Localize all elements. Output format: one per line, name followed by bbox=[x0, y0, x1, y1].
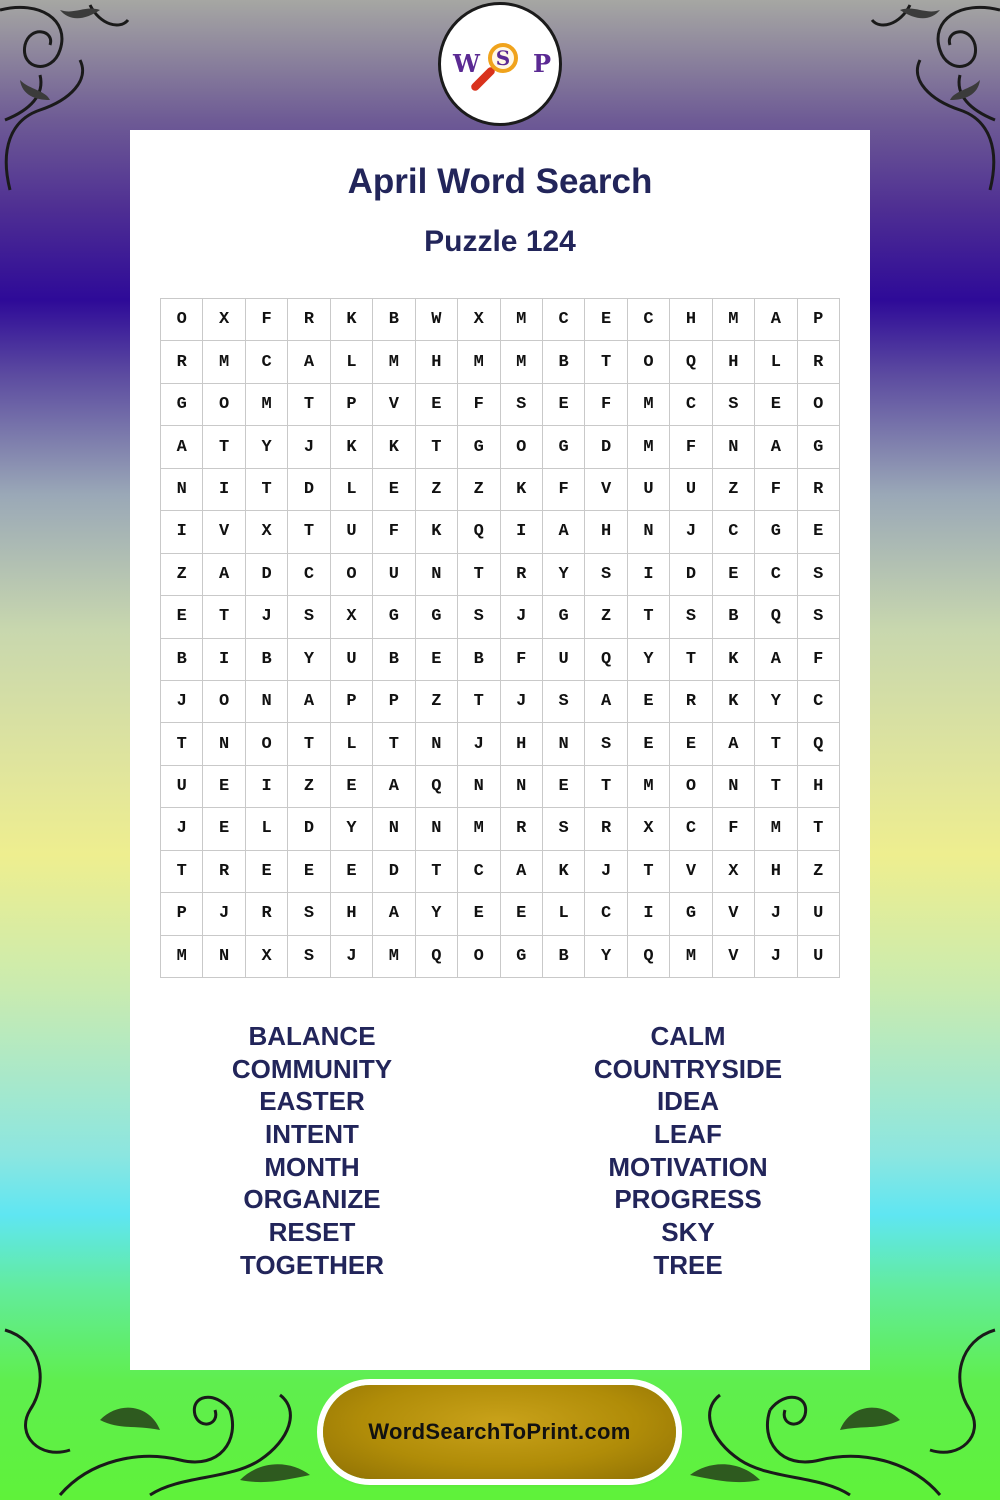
grid-cell[interactable]: N bbox=[373, 808, 415, 850]
grid-cell[interactable]: G bbox=[543, 426, 585, 468]
letter-grid bbox=[160, 298, 840, 978]
grid-cell[interactable]: Y bbox=[585, 936, 627, 978]
grid-cell[interactable]: G bbox=[755, 511, 797, 553]
word-list-right bbox=[523, 1020, 853, 1282]
grid-cell[interactable]: Q bbox=[755, 596, 797, 638]
grid-cell[interactable]: R bbox=[203, 851, 245, 893]
grid-cell[interactable]: U bbox=[670, 469, 712, 511]
word-list-item: SKY bbox=[661, 1217, 715, 1248]
grid-cell[interactable]: H bbox=[713, 341, 755, 383]
grid-cell[interactable]: R bbox=[501, 808, 543, 850]
grid-cell[interactable]: T bbox=[585, 766, 627, 808]
grid-cell[interactable]: Z bbox=[585, 596, 627, 638]
grid-cell[interactable]: T bbox=[288, 384, 330, 426]
word-list-item: MONTH bbox=[264, 1151, 360, 1182]
grid-cell[interactable]: Y bbox=[755, 681, 797, 723]
grid-cell[interactable]: G bbox=[501, 936, 543, 978]
grid-cell[interactable]: R bbox=[288, 299, 330, 341]
grid-cell[interactable]: C bbox=[670, 808, 712, 850]
grid-cell[interactable]: E bbox=[798, 511, 840, 553]
grid-cell[interactable]: N bbox=[416, 554, 458, 596]
grid-cell[interactable]: K bbox=[331, 299, 373, 341]
grid-cell[interactable]: M bbox=[713, 299, 755, 341]
grid-cell[interactable]: C bbox=[246, 341, 288, 383]
grid-cell[interactable]: A bbox=[373, 766, 415, 808]
logo-letter-p: P bbox=[533, 49, 552, 78]
grid-cell[interactable]: I bbox=[628, 893, 670, 935]
grid-cell[interactable]: T bbox=[161, 723, 203, 765]
grid-cell[interactable]: S bbox=[288, 893, 330, 935]
grid-cell[interactable]: F bbox=[501, 639, 543, 681]
grid-cell[interactable]: U bbox=[331, 511, 373, 553]
grid-cell[interactable]: S bbox=[288, 596, 330, 638]
grid-cell[interactable]: S bbox=[288, 936, 330, 978]
word-list-item: LEAF bbox=[654, 1119, 722, 1150]
grid-cell[interactable]: Z bbox=[458, 469, 500, 511]
grid-cell[interactable]: Q bbox=[458, 511, 500, 553]
grid-cell[interactable]: K bbox=[543, 851, 585, 893]
grid-cell[interactable]: C bbox=[288, 554, 330, 596]
grid-cell[interactable]: T bbox=[203, 596, 245, 638]
grid-cell[interactable]: W bbox=[416, 299, 458, 341]
grid-cell[interactable]: M bbox=[670, 936, 712, 978]
grid-cell[interactable]: F bbox=[373, 511, 415, 553]
grid-cell[interactable]: O bbox=[203, 384, 245, 426]
grid-cell[interactable]: I bbox=[203, 469, 245, 511]
grid-cell[interactable]: F bbox=[670, 426, 712, 468]
grid-cell[interactable]: O bbox=[458, 936, 500, 978]
grid-cell[interactable]: E bbox=[628, 723, 670, 765]
word-list-item: PROGRESS bbox=[614, 1184, 762, 1215]
word-list-item: RESET bbox=[268, 1217, 356, 1248]
grid-cell[interactable]: B bbox=[161, 639, 203, 681]
grid-cell[interactable]: E bbox=[628, 681, 670, 723]
grid-cell[interactable]: E bbox=[416, 639, 458, 681]
grid-cell[interactable]: E bbox=[755, 384, 797, 426]
grid-cell[interactable]: Q bbox=[585, 639, 627, 681]
grid-cell[interactable]: T bbox=[416, 426, 458, 468]
grid-cell[interactable]: N bbox=[161, 469, 203, 511]
grid-cell[interactable]: S bbox=[543, 808, 585, 850]
word-list-item: IDEA bbox=[656, 1086, 720, 1117]
grid-cell[interactable]: U bbox=[161, 766, 203, 808]
grid-cell[interactable]: N bbox=[416, 808, 458, 850]
grid-cell[interactable]: D bbox=[670, 554, 712, 596]
grid-cell[interactable]: N bbox=[628, 511, 670, 553]
grid-cell[interactable]: T bbox=[798, 808, 840, 850]
grid-cell[interactable]: T bbox=[416, 851, 458, 893]
word-list-item: EASTER bbox=[259, 1086, 365, 1117]
ornament-top-left bbox=[0, 0, 130, 200]
grid-cell[interactable]: M bbox=[203, 341, 245, 383]
grid-cell[interactable]: S bbox=[798, 554, 840, 596]
grid-cell[interactable]: T bbox=[755, 766, 797, 808]
grid-cell[interactable]: A bbox=[755, 299, 797, 341]
grid-cell[interactable]: Z bbox=[161, 554, 203, 596]
grid-cell[interactable]: Q bbox=[798, 723, 840, 765]
grid-cell[interactable]: T bbox=[585, 341, 627, 383]
grid-cell[interactable]: U bbox=[373, 554, 415, 596]
grid-cell[interactable]: R bbox=[670, 681, 712, 723]
grid-cell[interactable]: M bbox=[246, 384, 288, 426]
grid-cell[interactable]: X bbox=[628, 808, 670, 850]
grid-cell[interactable]: E bbox=[501, 893, 543, 935]
grid-cell[interactable]: C bbox=[755, 554, 797, 596]
grid-cell[interactable]: K bbox=[501, 469, 543, 511]
grid-cell[interactable]: T bbox=[628, 851, 670, 893]
grid-cell[interactable]: V bbox=[713, 936, 755, 978]
grid-cell[interactable]: M bbox=[628, 766, 670, 808]
grid-cell[interactable]: E bbox=[161, 596, 203, 638]
word-list-item: TREE bbox=[653, 1249, 723, 1280]
grid-cell[interactable]: N bbox=[713, 766, 755, 808]
grid-cell[interactable]: B bbox=[373, 299, 415, 341]
grid-cell[interactable]: Z bbox=[798, 851, 840, 893]
grid-cell[interactable]: D bbox=[288, 469, 330, 511]
grid-cell[interactable]: N bbox=[713, 426, 755, 468]
page-title: April Word Search bbox=[347, 162, 653, 201]
grid-cell[interactable]: P bbox=[331, 384, 373, 426]
grid-cell[interactable]: H bbox=[755, 851, 797, 893]
ornament-top-right bbox=[870, 0, 1000, 200]
grid-cell[interactable]: R bbox=[585, 808, 627, 850]
grid-cell[interactable]: N bbox=[543, 723, 585, 765]
grid-cell[interactable]: H bbox=[331, 893, 373, 935]
grid-cell[interactable]: A bbox=[288, 341, 330, 383]
grid-cell[interactable]: H bbox=[416, 341, 458, 383]
grid-cell[interactable]: E bbox=[585, 299, 627, 341]
grid-cell[interactable]: T bbox=[161, 851, 203, 893]
grid-cell[interactable]: R bbox=[246, 893, 288, 935]
grid-cell[interactable]: J bbox=[331, 936, 373, 978]
grid-cell[interactable]: K bbox=[373, 426, 415, 468]
grid-cell[interactable]: E bbox=[203, 766, 245, 808]
grid-cell[interactable]: T bbox=[458, 681, 500, 723]
grid-cell[interactable]: R bbox=[501, 554, 543, 596]
grid-cell[interactable]: E bbox=[288, 851, 330, 893]
word-list-item: BALANCE bbox=[248, 1021, 376, 1051]
grid-cell[interactable]: A bbox=[755, 639, 797, 681]
grid-cell[interactable]: U bbox=[798, 936, 840, 978]
grid-cell[interactable]: A bbox=[543, 511, 585, 553]
grid-cell[interactable]: N bbox=[501, 766, 543, 808]
grid-cell[interactable]: C bbox=[585, 893, 627, 935]
grid-cell[interactable]: S bbox=[713, 384, 755, 426]
grid-cell[interactable]: Y bbox=[288, 639, 330, 681]
grid-cell[interactable]: R bbox=[798, 469, 840, 511]
grid-cell[interactable]: T bbox=[755, 723, 797, 765]
grid-cell[interactable]: I bbox=[501, 511, 543, 553]
grid-cell[interactable]: D bbox=[246, 554, 288, 596]
grid-cell[interactable]: F bbox=[246, 299, 288, 341]
grid-cell[interactable]: C bbox=[713, 511, 755, 553]
grid-cell[interactable]: Q bbox=[416, 766, 458, 808]
grid-cell[interactable]: D bbox=[288, 808, 330, 850]
grid-cell[interactable]: F bbox=[713, 808, 755, 850]
grid-cell[interactable]: D bbox=[585, 426, 627, 468]
grid-cell[interactable]: E bbox=[543, 766, 585, 808]
grid-cell[interactable]: T bbox=[670, 639, 712, 681]
grid-cell[interactable]: E bbox=[416, 384, 458, 426]
grid-cell[interactable]: P bbox=[798, 299, 840, 341]
grid-cell[interactable]: X bbox=[713, 851, 755, 893]
grid-cell[interactable]: H bbox=[670, 299, 712, 341]
grid-cell[interactable]: O bbox=[161, 299, 203, 341]
grid-cell[interactable]: A bbox=[501, 851, 543, 893]
grid-cell[interactable]: C bbox=[670, 384, 712, 426]
grid-cell[interactable]: G bbox=[670, 893, 712, 935]
grid-cell[interactable]: H bbox=[798, 766, 840, 808]
grid-cell[interactable]: B bbox=[373, 639, 415, 681]
grid-cell[interactable]: F bbox=[798, 639, 840, 681]
grid-cell[interactable]: S bbox=[501, 384, 543, 426]
word-list-left bbox=[147, 1020, 477, 1282]
grid-cell[interactable]: K bbox=[416, 511, 458, 553]
grid-cell[interactable]: Q bbox=[628, 936, 670, 978]
grid-cell[interactable]: N bbox=[246, 681, 288, 723]
grid-cell[interactable]: V bbox=[203, 511, 245, 553]
grid-cell[interactable]: B bbox=[458, 639, 500, 681]
word-list-item: COUNTRYSIDE bbox=[593, 1053, 783, 1084]
grid-cell[interactable]: J bbox=[246, 596, 288, 638]
grid-cell[interactable]: X bbox=[246, 511, 288, 553]
wsp-logo[interactable] bbox=[438, 2, 562, 126]
grid-cell[interactable]: K bbox=[331, 426, 373, 468]
grid-cell[interactable]: J bbox=[203, 893, 245, 935]
grid-cell[interactable]: H bbox=[501, 723, 543, 765]
grid-cell[interactable]: J bbox=[585, 851, 627, 893]
grid-cell[interactable]: O bbox=[670, 766, 712, 808]
grid-cell[interactable]: G bbox=[543, 596, 585, 638]
grid-cell[interactable]: S bbox=[458, 596, 500, 638]
logo-letter-w: W bbox=[453, 49, 480, 78]
grid-cell[interactable]: T bbox=[373, 723, 415, 765]
grid-cell[interactable]: E bbox=[203, 808, 245, 850]
grid-cell[interactable]: E bbox=[331, 851, 373, 893]
grid-cell[interactable]: S bbox=[543, 681, 585, 723]
grid-cell[interactable]: A bbox=[161, 426, 203, 468]
website-link-label: WordSearchToPrint.com bbox=[368, 1419, 631, 1444]
grid-cell[interactable]: S bbox=[670, 596, 712, 638]
grid-cell[interactable]: A bbox=[373, 893, 415, 935]
grid-cell[interactable]: C bbox=[628, 299, 670, 341]
grid-cell[interactable]: P bbox=[161, 893, 203, 935]
grid-cell[interactable]: I bbox=[203, 639, 245, 681]
grid-cell[interactable]: N bbox=[203, 723, 245, 765]
grid-cell[interactable]: V bbox=[585, 469, 627, 511]
grid-cell[interactable]: G bbox=[161, 384, 203, 426]
grid-cell[interactable]: I bbox=[246, 766, 288, 808]
grid-cell[interactable]: M bbox=[628, 384, 670, 426]
grid-cell[interactable]: M bbox=[373, 936, 415, 978]
grid-cell[interactable]: T bbox=[203, 426, 245, 468]
grid-cell[interactable]: J bbox=[755, 936, 797, 978]
word-list-item: INTENT bbox=[265, 1119, 359, 1150]
ornament-bottom-left bbox=[0, 1310, 330, 1500]
grid-cell[interactable]: V bbox=[670, 851, 712, 893]
grid-cell[interactable]: A bbox=[203, 554, 245, 596]
grid-cell[interactable]: P bbox=[373, 681, 415, 723]
grid-cell[interactable]: U bbox=[628, 469, 670, 511]
grid-cell[interactable]: G bbox=[416, 596, 458, 638]
grid-cell[interactable]: V bbox=[373, 384, 415, 426]
grid-cell[interactable]: F bbox=[458, 384, 500, 426]
grid-cell[interactable]: Z bbox=[288, 766, 330, 808]
grid-cell[interactable]: E bbox=[458, 893, 500, 935]
grid-cell[interactable]: M bbox=[458, 341, 500, 383]
grid-cell[interactable]: G bbox=[373, 596, 415, 638]
grid-cell[interactable]: Y bbox=[246, 426, 288, 468]
grid-cell[interactable]: N bbox=[203, 936, 245, 978]
grid-cell[interactable]: Z bbox=[713, 469, 755, 511]
grid-cell[interactable]: O bbox=[798, 384, 840, 426]
grid-cell[interactable]: B bbox=[543, 341, 585, 383]
grid-cell[interactable]: E bbox=[670, 723, 712, 765]
grid-cell[interactable]: K bbox=[713, 639, 755, 681]
grid-cell[interactable]: R bbox=[161, 341, 203, 383]
grid-cell[interactable]: M bbox=[628, 426, 670, 468]
ornament-bottom-right bbox=[670, 1310, 1000, 1500]
grid-cell[interactable]: X bbox=[246, 936, 288, 978]
grid-cell[interactable]: M bbox=[458, 808, 500, 850]
grid-cell[interactable]: J bbox=[288, 426, 330, 468]
grid-cell[interactable]: P bbox=[331, 681, 373, 723]
grid-cell[interactable]: L bbox=[331, 341, 373, 383]
grid-cell[interactable]: T bbox=[288, 723, 330, 765]
word-list-item: COMMUNITY bbox=[231, 1053, 393, 1084]
grid-cell[interactable]: U bbox=[331, 639, 373, 681]
website-link-button[interactable] bbox=[323, 1385, 676, 1479]
grid-cell[interactable]: T bbox=[288, 511, 330, 553]
grid-cell[interactable]: T bbox=[246, 469, 288, 511]
grid-cell[interactable]: M bbox=[501, 341, 543, 383]
grid-cell[interactable]: E bbox=[543, 384, 585, 426]
grid-cell[interactable]: L bbox=[331, 469, 373, 511]
grid-cell[interactable]: Y bbox=[628, 639, 670, 681]
word-list-item: ORGANIZE bbox=[243, 1184, 381, 1215]
grid-cell[interactable]: N bbox=[458, 766, 500, 808]
grid-cell[interactable]: L bbox=[331, 723, 373, 765]
grid-cell[interactable]: J bbox=[458, 723, 500, 765]
grid-cell[interactable]: J bbox=[161, 808, 203, 850]
grid-cell[interactable]: Q bbox=[416, 936, 458, 978]
grid-cell[interactable]: Y bbox=[416, 893, 458, 935]
grid-cell[interactable]: U bbox=[798, 893, 840, 935]
grid-cell[interactable]: U bbox=[543, 639, 585, 681]
grid-cell[interactable]: M bbox=[501, 299, 543, 341]
grid-cell[interactable]: A bbox=[585, 681, 627, 723]
word-list-item: TOGETHER bbox=[240, 1249, 384, 1280]
grid-cell[interactable]: G bbox=[458, 426, 500, 468]
grid-cell[interactable]: O bbox=[628, 341, 670, 383]
grid-cell[interactable]: E bbox=[331, 766, 373, 808]
grid-cell[interactable]: L bbox=[246, 808, 288, 850]
grid-cell[interactable]: O bbox=[331, 554, 373, 596]
grid-cell[interactable]: F bbox=[543, 469, 585, 511]
grid-cell[interactable]: Y bbox=[331, 808, 373, 850]
grid-cell[interactable]: B bbox=[713, 596, 755, 638]
grid-cell[interactable]: M bbox=[373, 341, 415, 383]
grid-cell[interactable]: J bbox=[501, 596, 543, 638]
grid-cell[interactable]: Z bbox=[416, 681, 458, 723]
word-list-item: MOTIVATION bbox=[608, 1151, 768, 1182]
grid-cell[interactable]: N bbox=[416, 723, 458, 765]
grid-cell[interactable]: Y bbox=[543, 554, 585, 596]
grid-cell[interactable]: J bbox=[670, 511, 712, 553]
grid-cell[interactable]: A bbox=[755, 426, 797, 468]
grid-cell[interactable]: S bbox=[585, 723, 627, 765]
grid-cell[interactable]: L bbox=[543, 893, 585, 935]
grid-cell[interactable]: I bbox=[161, 511, 203, 553]
grid-cell[interactable]: X bbox=[203, 299, 245, 341]
magnifier-icon: S bbox=[488, 43, 518, 73]
grid-cell[interactable]: D bbox=[373, 851, 415, 893]
word-list-item: CALM bbox=[650, 1021, 726, 1051]
grid-cell[interactable]: F bbox=[755, 469, 797, 511]
grid-cell[interactable]: B bbox=[246, 639, 288, 681]
grid-cell[interactable]: M bbox=[161, 936, 203, 978]
grid-cell[interactable]: H bbox=[585, 511, 627, 553]
grid-cell[interactable]: M bbox=[755, 808, 797, 850]
grid-cell[interactable]: S bbox=[585, 554, 627, 596]
grid-cell[interactable]: I bbox=[628, 554, 670, 596]
grid-cell[interactable]: C bbox=[458, 851, 500, 893]
grid-cell[interactable]: O bbox=[203, 681, 245, 723]
grid-cell[interactable]: T bbox=[628, 596, 670, 638]
grid-cell[interactable]: O bbox=[501, 426, 543, 468]
grid-cell[interactable]: R bbox=[798, 341, 840, 383]
grid-cell[interactable]: K bbox=[713, 681, 755, 723]
grid-cell[interactable]: J bbox=[161, 681, 203, 723]
grid-cell[interactable]: C bbox=[543, 299, 585, 341]
grid-cell[interactable]: O bbox=[246, 723, 288, 765]
grid-cell[interactable]: A bbox=[288, 681, 330, 723]
grid-cell[interactable]: E bbox=[246, 851, 288, 893]
grid-cell[interactable]: Q bbox=[670, 341, 712, 383]
grid-cell[interactable]: X bbox=[331, 596, 373, 638]
grid-cell[interactable]: F bbox=[585, 384, 627, 426]
grid-cell[interactable]: G bbox=[798, 426, 840, 468]
grid-cell[interactable]: C bbox=[798, 681, 840, 723]
grid-cell[interactable]: S bbox=[798, 596, 840, 638]
puzzle-number: Puzzle 124 bbox=[424, 225, 576, 258]
grid-cell[interactable]: T bbox=[458, 554, 500, 596]
grid-cell[interactable]: J bbox=[755, 893, 797, 935]
grid-cell[interactable]: V bbox=[713, 893, 755, 935]
grid-cell[interactable]: X bbox=[458, 299, 500, 341]
grid-cell[interactable]: A bbox=[713, 723, 755, 765]
grid-cell[interactable]: J bbox=[501, 681, 543, 723]
grid-cell[interactable]: E bbox=[713, 554, 755, 596]
grid-cell[interactable]: E bbox=[373, 469, 415, 511]
grid-cell[interactable]: Z bbox=[416, 469, 458, 511]
grid-cell[interactable]: B bbox=[543, 936, 585, 978]
grid-cell[interactable]: L bbox=[755, 341, 797, 383]
